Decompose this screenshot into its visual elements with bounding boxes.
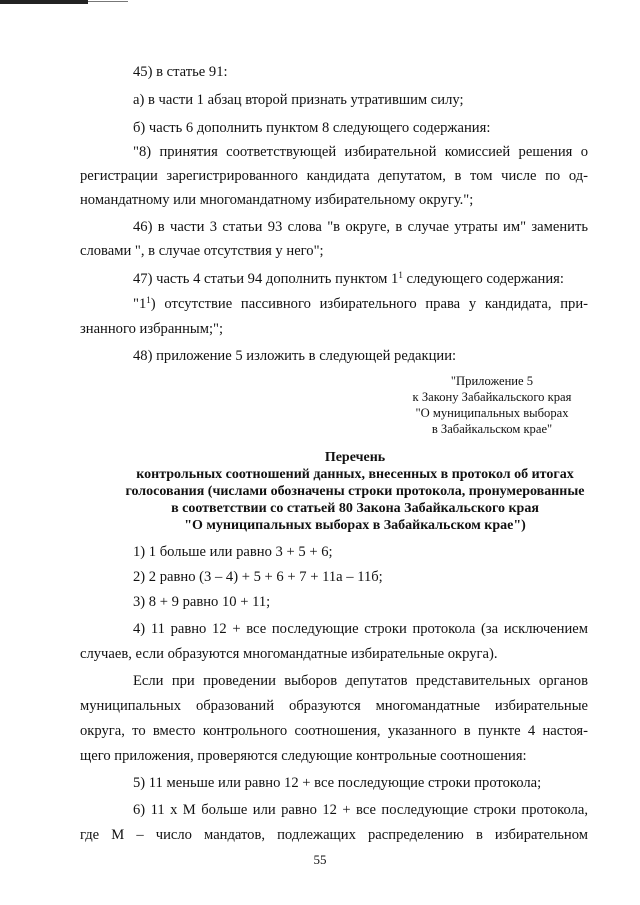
title-line-4: в соответствии со статьей 80 Закона Забайкальского края	[171, 501, 539, 516]
paragraph-line-1: Если при проведении выборов депутатов представительных органов	[133, 673, 588, 689]
appendix-heading	[392, 373, 592, 437]
title-line-3: голосования (числами обозначены строки протокола, пронумерованные	[125, 484, 585, 499]
line-district: номандатному или многомандатному избирательному округу.";	[80, 192, 474, 208]
line-46-cont: словами ", в случае отсутствия у него";	[80, 243, 324, 259]
item-2: 2) 2 равно (3 – 4) + 5 + 6 + 7 + 11а – 11б;	[133, 569, 383, 585]
line-47-text-a: 47) часть 4 статьи 94 дополнить пунктом 1	[133, 271, 399, 287]
paragraph-line-4: щего приложения, проверяются следующие контрольные соотношения:	[80, 748, 527, 764]
line-registration: регистрации зарегистрированного кандидата депутатом, в том числе по од-	[80, 168, 588, 184]
line-47-superscript: 1	[398, 270, 403, 280]
line-45b: б) часть 6 дополнить пунктом 8 следующего содержания:	[133, 120, 491, 136]
item-4-cont: случаев, если образуются многомандатные избирательные округа).	[80, 646, 498, 662]
title-line-5: "О муниципальных выборах в Забайкальском крае")	[184, 518, 526, 533]
appendix-line-2: к Закону Забайкальского края	[412, 390, 572, 404]
title-line-1: Перечень	[324, 450, 386, 465]
appendix-line-1: "Приложение 5	[450, 374, 534, 388]
title-line-2: контрольных соотношений данных, внесенных в протокол об итогах	[136, 467, 574, 482]
line-45a: а) в части 1 абзац второй признать утратившим силу;	[133, 92, 464, 108]
line-46: 46) в части 3 статьи 93 слова "в округе, в случае утраты им" заменить	[133, 219, 588, 235]
item-6: 6) 11 х М больше или равно 12 + все последующие строки протокола,	[133, 802, 588, 818]
paragraph-line-3: округа, то вместо контрольного соотношения, указанного в пункте 4 настоя-	[80, 723, 588, 739]
line-47-quote-a: "1	[133, 296, 147, 312]
item-6-cont: где М – число мандатов, подлежащих распределению в избирательном	[80, 827, 588, 843]
line-47	[133, 270, 564, 288]
appendix-line-3: "О муниципальных выборах	[415, 406, 569, 420]
item-4: 4) 11 равно 12 + все последующие строки протокола (за исключением	[133, 621, 588, 637]
line-47-quote-b: ) отсутствие пассивного избирательного права у кандидата, при-	[150, 296, 588, 312]
line-47-text-b: следующего содержания:	[402, 271, 564, 287]
appendix-line-4: в Забайкальском крае"	[431, 422, 553, 436]
line-quote-8: "8) принятия соответствующей избирательной комиссией решения о	[133, 144, 588, 160]
page-number: 55	[313, 852, 327, 867]
item-3: 3) 8 + 9 равно 10 + 11;	[133, 594, 271, 610]
line-47-quote-superscript: 1	[146, 295, 151, 305]
line-45: 45) в статье 91:	[133, 64, 228, 80]
paragraph-line-2: муниципальных образований образуются многомандатные избирательные	[80, 698, 588, 714]
line-48: 48) приложение 5 изложить в следующей редакции:	[133, 348, 457, 364]
line-47-cont: знанного избранным;";	[80, 321, 224, 337]
item-1: 1) 1 больше или равно 3 + 5 + 6;	[133, 544, 333, 560]
line-47-quote	[133, 295, 588, 313]
item-5: 5) 11 меньше или равно 12 + все последующие строки протокола;	[133, 775, 542, 791]
